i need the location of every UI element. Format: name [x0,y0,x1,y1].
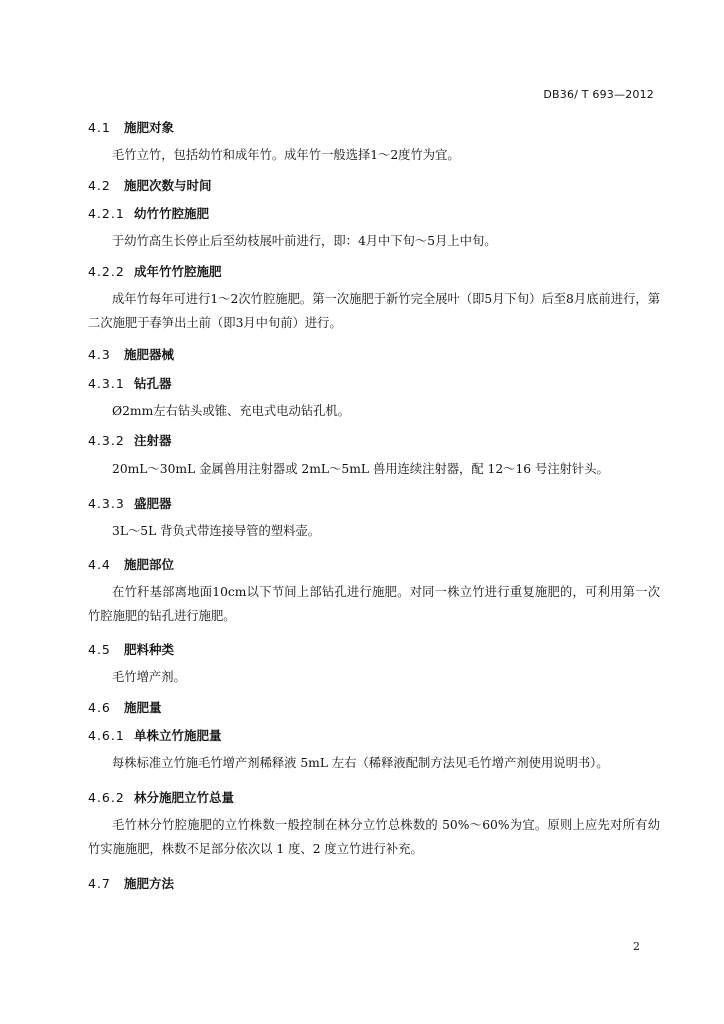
section-title: 林分施肥立竹总量 [134,790,235,805]
section-number: 4.7 [88,876,111,891]
section-4-6-2-heading [88,788,234,806]
section-number: 4.4 [88,557,111,572]
section-4-6-heading [88,698,162,716]
section-title: 成年竹竹腔施肥 [134,264,222,279]
section-4-2-2-heading [88,262,222,280]
section-number: 4.6 [88,700,111,715]
section-title: 施肥部位 [124,557,175,572]
section-number: 4.6.1 [88,728,125,743]
section-4-6-1-heading [88,726,222,744]
paragraph-4-4: 在竹秆基部离地面10cm以下节间上部钻孔进行施肥。对同一株立竹进行重复施肥的，可利用第一次竹腔施肥的钻孔进行施肥。 [88,585,660,623]
section-4-2-1-heading [88,204,209,222]
section-4-3-2-heading [88,431,172,449]
paragraph-4-2-1: 于幼竹高生长停止后至幼枝展叶前进行，即：4月中下旬～5月上中旬。 [112,234,497,248]
section-number: 4.3.3 [88,496,125,511]
section-4-5-heading [88,640,174,658]
section-4-7-heading [88,874,174,892]
section-title: 施肥对象 [124,120,175,135]
paragraph-4-3-3: 3L～5L 背负式带连接导管的塑料壶。 [112,524,321,538]
section-title: 幼竹竹腔施肥 [134,206,210,221]
page-number: 2 [633,940,640,953]
section-number: 4.3.1 [88,376,125,391]
section-number: 4.3.2 [88,433,125,448]
section-4-2-heading [88,176,212,194]
section-4-4-heading [88,555,174,573]
paragraph-4-1: 毛竹立竹，包括幼竹和成年竹。成年竹一般选择1～2度竹为宜。 [112,148,460,162]
section-number: 4.1 [88,120,111,135]
section-4-3-heading [88,345,174,363]
section-4-3-1-heading [88,374,172,392]
section-title: 施肥器械 [124,347,175,362]
section-title: 注射器 [134,433,172,448]
section-title: 肥料种类 [124,642,175,657]
section-number: 4.2.2 [88,264,125,279]
section-number: 4.3 [88,347,111,362]
section-title: 施肥方法 [124,876,175,891]
section-number: 4.2.1 [88,206,125,221]
paragraph-4-2-2: 成年竹每年可进行1～2次竹腔施肥。第一次施肥于新竹完全展叶（即5月下旬）后至8月底前进行，第二次施肥于春笋出土前（即3月中旬前）进行。 [88,292,660,330]
document-code: DB36/ T 693—2012 [543,88,654,101]
section-title: 施肥量 [124,700,162,715]
section-title: 盛肥器 [134,496,172,511]
section-title: 施肥次数与时间 [124,178,212,193]
paragraph-4-3-2: 20mL～30mL 金属兽用注射器或 2mL～5mL 兽用连续注射器，配 12～16 号注射针头。 [112,462,609,476]
section-title: 单株立竹施肥量 [134,728,222,743]
section-4-3-3-heading [88,494,172,512]
section-4-1-heading [88,118,174,136]
section-number: 4.5 [88,642,111,657]
section-number: 4.6.2 [88,790,125,805]
paragraph-4-6-2: 毛竹林分竹腔施肥的立竹株数一般控制在林分立竹总株数的 50%～60%为宜。原则上应先对所有幼竹实施施肥，株数不足部分依次以 1 度、2 度立竹进行补充。 [88,818,660,856]
section-number: 4.2 [88,178,111,193]
paragraph-4-6-1: 每株标准立竹施毛竹增产剂稀释液 5mL 左右（稀释液配制方法见毛竹增产剂使用说明书）。 [112,756,609,770]
paragraph-4-3-1: Ø2mm左右钻头或锥、充电式电动钻孔机。 [112,404,350,418]
section-title: 钻孔器 [134,376,172,391]
paragraph-4-5: 毛竹增产剂。 [112,670,186,684]
